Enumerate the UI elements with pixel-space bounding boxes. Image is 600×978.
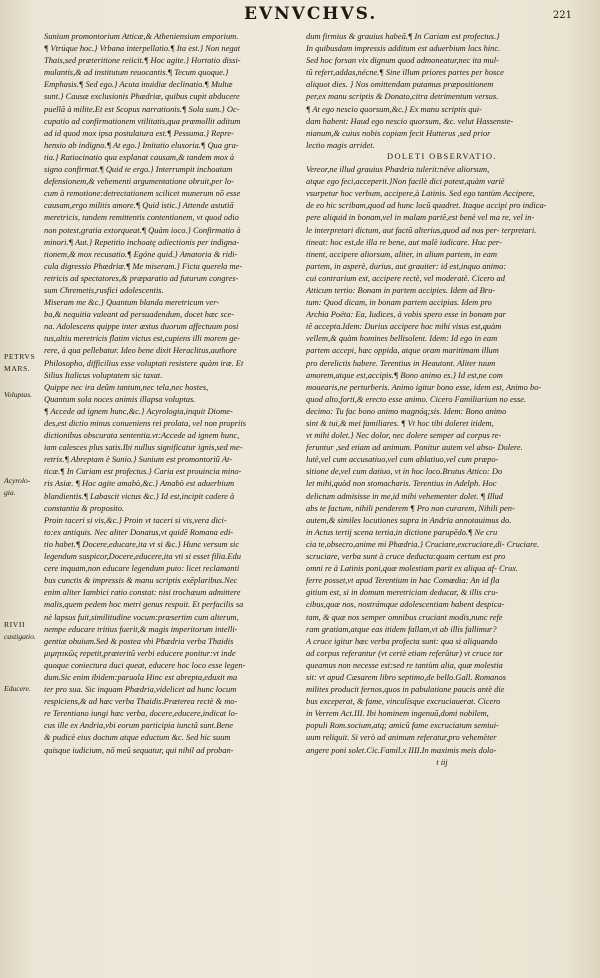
text-line: Emphasis.¶ Sed ego.} Acuta inuidiæ declinatio.¶ Multæ [44,79,233,90]
text-line: cere inquam,non educare legendum puto: licet reclamanti [44,563,240,574]
text-line: dum firmius & grauius habeã.¶ In Cariam est profectus.} [306,31,500,41]
text-line: enim aliter Iambici ratio constat: nisi trochæum admittere [44,587,241,598]
text-line: in Verrem Act.III. Ibi hominem ingenuũ,domi nobilem, [306,708,489,719]
text-line: nempe educare tritius fuerit,& magis imperitorum intelli- [44,623,238,634]
text-line: cula digressio Phædriæ.¶ Me miseram.} Ficta querela me- [44,260,243,271]
text-line: tum: Quod dicam, in bonam partem accipias. Idem pro [306,297,492,308]
margin-note: Educere. [4,684,31,693]
text-line: sitione de,vel cum datiuo, vt in hoc loco.Brutus Attico: Do [306,466,503,477]
text-line: des,est dictio minus conueniens rei prolata, vel non propriis [44,418,247,428]
text-line: signo confirmat.¶ Quid te ergo.} Interrumpit inchoatam [44,164,233,175]
text-line: decimo: Tu fac bono animo magnóq;sis. Idem: Bono animo [306,405,507,416]
page-header [0,4,600,26]
text-line: delictum admisisse in me,id mihi vehementer dolet. ¶ Illud [306,490,504,501]
text-line: & pudicè eius doctum atque eductum &c. Sed hic suum [44,732,231,743]
text-line: autem,& similes locutiones supra in Andria annotauimus do. [306,514,512,525]
text-line: dum.Sic enim ibidem:paruola Hinc est abrepta,eduxit ma [44,671,238,682]
text-line: Archia Poëta: Ea, Iudices, à vobis spero esse in bonam par [306,309,506,320]
text-line: Sunium promontorium Atticæ,& Atheniensium emporium. [44,31,239,41]
text-line: na. Adolescens quippe inter æstus duorum affectuum posi [44,321,239,332]
text-line: ferre posset,vt apud Terentium in hac Comœdia: An id fla [306,575,500,586]
text-line: mouearis,ne perturberis. Animo igitur bono esse, idem est, Animo bo- [306,381,542,392]
text-line: omni re à Latinis poni,quæ molestiam parit ex aliqua af- Crux. [306,563,519,574]
text-line: sum Chremetis,rusfici adolescentis. [44,284,164,295]
text-line: angere poni solet.Cic.Famil.x IIII.In maximis meis dolo- [306,744,497,755]
section-heading: DOLETI OBSERVATIO. [387,151,497,161]
text-line: pro derelictis habere. Terentius in Heautont. Aliter tuum [306,357,496,368]
text-line: Quippe nec ira deûm tantum,nec tela,nec hostes, [44,381,209,392]
text-line: let mihi,quòd non stomacharis. Terentius in Adelph. Hoc [306,478,497,489]
text-line: ticæ.¶ In Cariam est profectus.} Caria est prouincia mino- [44,466,242,477]
text-line: mulantis,& ad institutum reuocantis.¶ Tecum quoque.} [44,67,229,78]
text-line: pere aliquid in bonam,vel in malam partẽ,est benè vel ma re, vel in- [306,212,535,223]
text-line: tio habet.¶ Docere,educare,ita vt si &c.} Hunc versum sic [44,538,240,549]
text-line: vellem,& quàm homines bellisolent. Idem: Id ego in eam [306,333,498,344]
text-line: le interpretari dictum, aut factũ alterius,quod ad nos per- terpretari. [306,224,537,235]
text-line: Vereor,ne illud grauius Phædria tulerit:néve aliorsum, [306,164,490,175]
text-line: ris Asiæ. ¶ Hoc agite amabò,&c.} Amabò est aduerbium [44,478,235,489]
text-line: tineat: hoc est,de illa re bene, aut malè iudicare. Huc per- [306,236,502,247]
text-line: iam calesces plus satis.Ibi nullus significatur ignis,sed me- [44,442,243,453]
text-line: vt mihi dolet.} Nec dolor, nec dolere semper ad corpus re- [306,430,502,441]
running-title: EVNVCHVS. [244,4,378,24]
text-line: ¶ Vtrúque hoc.} Vrbana interpellatio.¶ Ita est.} Non negat [44,43,241,54]
text-line: bus exceperat, & fame, vinculísque excruciauerat. Cicero [306,696,501,707]
page-number: 221 [552,10,572,21]
text-line: feruntur ,sed etiam ad animum. Ponitur autem vel abso- Dolere. [306,442,523,453]
margin-note: gia. [4,488,16,497]
text-line: tia.} Ratiocinatio qua explanat causam,& tandem mox à [44,151,235,162]
text-line: scruciare, verba sunt à cruce deducta:quam certum est pro [306,551,506,562]
text-line: Quantum sola noces animis illapsa voluptas. [44,393,196,404]
text-line: vsurpetur hoc verbum, accipere,à Latinis. Sed ego tantùm Accipere, [306,188,535,199]
text-line: Sed hoc forsan vix dignum quod admoneatur,nec ita mul- [306,55,499,66]
text-line: t iij [436,756,448,767]
text-line: gentiæ obuium.Sed & postea vbi Phædria verba Thaidis [44,635,234,646]
text-line: de eo hic scribam,quod ad hunc locũ quadret. Itaque accipi pro indica- [306,200,547,211]
text-line: in Actus tertij scena tertia,in dictione parupēdo.¶ Ne cru [306,526,498,537]
text-line: tam, & quæ nos semper omnibus cruciant modis,nunc refe [306,611,503,622]
text-line: ad corpus referantur (vt certè etiam referũtur) vt cruce tor [306,647,503,658]
text-line: aliquot dies. } Nos omittendam putamus præpositionem [306,79,494,90]
text-line: ¶ At ego nescio quorsum,&c.} Ex manu scriptis qui- [306,103,482,114]
text-line: blandientis.¶ Labascit victus &c.} Id est,incipit cadere à [44,490,235,501]
text-line: gitium est, si in domum meretriciam deducar, & illis cru- [306,587,499,598]
text-line: rere, à qua pellebatur. Ideo bene dixit Heraclitus,authore [44,345,237,356]
text-line: causam,ergo militis amore.¶ Quid istic.} Attende astutiã [44,200,234,211]
text-line: partem accepi, hæc oppida, atque oram maritimam illum [306,345,499,356]
margin-note: Voluptas. [4,390,33,399]
text-line: legendum suspicor,Docere,educere,ita vti si esset filia.Edu [44,551,241,562]
text-line: non potest,gratia extorqueat.¶ Quàm ioco.} Confirmatio à [44,224,241,235]
text-line: dictionibus obscurata sententia.vt:Accede ad ignem hunc, [44,430,240,441]
text-line: hensio ab indigno.¶ At ego.} Imitatio elusoria.¶ Qua gra- [44,139,239,150]
text-line: cibus,quæ nos, nostrámque adolescentiam habent despica- [306,599,505,610]
text-line: Atticum tertio: Bonam in partem accipies. Idem ad Bru- [306,284,496,295]
text-line: tinent, accipere aliorsum, aliter, in alium partem, in eam [306,248,497,259]
text-line: μιμητικῶς repetit,præteritũ verbi educere ponitur:vt inde [44,647,236,658]
text-line: milites producit fernos,quos in pabulatione paucis antè die [306,684,505,695]
text-line: lutè,vel cum accusatiuo,vel cum ablatiuo,vel cum præpo- [306,454,499,465]
text-line: atque ego feci,acceperit.}Non facilè dici potest,quàm variè [306,176,505,187]
right-text-column [306,30,578,768]
text-line: quisque iudicium, nõ meũ sequatur, qui nihil ad proban- [44,744,234,755]
text-line: respiciens,& ad hæc verba Thaidis.Præterea rectè & mo- [44,696,238,707]
text-line: retricis ad spectatores,& præparatio ad futurum congres- [44,272,239,283]
text-line: cui contrarium est, accipere rectè, vel moderatè. Cicero ad [306,272,505,283]
text-line: tionem,& mox recusatio.¶ Egóne quid.} Amatoria & ridi- [44,248,238,259]
margin-note: castigatio. [4,632,36,641]
text-line: cus ille ex Andria,vbi eorum participia iunctã sunt.Bene [44,720,233,731]
text-line: quoque coniectura duci queat, educere hoc loco esse legen- [44,659,246,670]
text-line: cum à remotione:detrectationem scilicet munerum nõ esse [44,188,241,199]
text-line: ram gratiam,atque eas itidem fallam,vt ab illis fallimur? [306,623,497,634]
text-line: sint & tui,& mei familiares. ¶ Vt hoc tibi doleret itidem, [306,418,494,428]
text-line: sit: vt apud Cæsarem libro septimo,de bello.Gall. Romanos [306,671,506,682]
text-line: ¶ Accede ad ignem hunc,&c.} Acyrologia,inquit Diome- [44,405,233,416]
text-line: puellã à milite.Et est Scopus narrationis.¶ Sola sum.} Oc- [44,103,240,114]
text-line: Thais,sed præteritione reiicit.¶ Hoc agite.} Hortatio dissi- [44,55,241,66]
text-line: cupatio ad confirmationem vtilitatis,qua præmollit aditum [44,115,241,126]
text-line: ad id quod mox ipsa postulatura est.¶ Pessuma.} Repre- [44,127,234,138]
text-line: sunt.} Causæ exclusionis Phædriæ, quibus cupit abducere [44,91,240,102]
text-line: bus cunctis & impressis & manu scriptis exēplaribus.Nec [44,575,238,586]
text-line: dam habent: Haud ego nescio quorsum, &c. velut Hassenste- [306,115,514,126]
text-line: populi Rom.socium,atq; amicũ fame excruciatum semiui- [306,720,499,731]
text-line: Philosopho, difficilius esse voluptati resistere quàm iræ. Et [44,357,244,368]
text-line: A cruce igitur hæc verba profecta sunt: qua si aliquando [306,635,498,646]
margin-note: Acyrolo- [4,476,31,485]
text-line: partem, in asperè, durius, aut grauiter: id est,inquo animo: [306,260,507,271]
text-line: meretricis, tandem remittentis contentionem, vt quod odio [44,212,239,223]
text-line: queamus non necesse est:sed re tantùm alia, quæ molestia [306,659,503,670]
text-line: defensionem,& vehementi argumentatione obruit,per lo- [44,176,234,187]
text-line: cia te,obsecro,anime mi Phædria.} Cruciare,excruciare,di- Cruciare. [306,538,539,549]
margin-note: PETRVS [4,352,36,361]
text-line: to:ex antiquis. Nec aliter Donatus,vt quidẽ Romana edi- [44,526,234,537]
text-line: nianum,& cuius nobis copiam fecit Hutterus ,sed prior [306,127,491,138]
text-line: lectio magis arridet. [306,139,375,150]
text-line: abs te factum, nihili penderem ¶ Pro non curarem, Nihili pen- [306,502,515,513]
text-line: tus,altiu meretricis flatim victus est,cupiens illi morem ge- [44,333,240,344]
margin-note: RIVII [4,620,26,629]
text-line: quod alto,forti,& erecto esse animo. Cicero Familiarium no esse. [306,393,527,404]
text-line: retrix.¶ Abreptam è Sunio.} Sunium est promontoriũ At- [44,454,233,465]
text-line: Proin taceri si vis,&c.} Proin vt taceri si vis,vera dici- [44,514,227,525]
text-line: nè lapsus fuit,similitudine vocum:præsertim cum alterum, [44,611,239,622]
text-line: amorem,atque est,accipis.¶ Bono animo es.} Id est,ne com [306,369,503,380]
left-text-column [44,30,302,756]
text-line: malis,quem pedem hoc metri genus respuit. Et perfacilis sa [44,599,244,610]
text-line: per,ex manu scriptis & Donato,citra detrimentum versus. [306,91,499,102]
margin-note: MARS. [4,364,31,373]
text-line: uum reliquit. Si verò ad animum referatur,pro vehemèter [306,732,497,743]
text-line: ba,& nequitia valeant ad persuadendum, docet hæc sce- [44,309,235,320]
text-line: In quibusdam impressis additum est aduerbium locs hinc. [306,43,501,54]
text-line: re Terentiano iungi hæc verba, docere,educere,indicat lo- [44,708,238,719]
text-line: constantia & proposito. [44,502,125,513]
text-line: minori.¶ Aut.} Repetitio inchoatę adiectionis per indigna- [44,236,240,247]
text-line: Miseram me &c.} Quantum blanda meretricum ver- [44,297,220,308]
text-line: tẽ accepta.Idem: Durius accipere hoc mihi visus est,quàm [306,321,502,332]
text-line: tũ refert,addas,nécne.¶ Sine illum priores partes per hosce [306,67,504,78]
text-line: ter pro sua. Sic inquam Phædria,videlicet ad hunc locum [44,684,237,695]
text-line: Silius Italicus voluptatem sic taxat. [44,369,163,380]
